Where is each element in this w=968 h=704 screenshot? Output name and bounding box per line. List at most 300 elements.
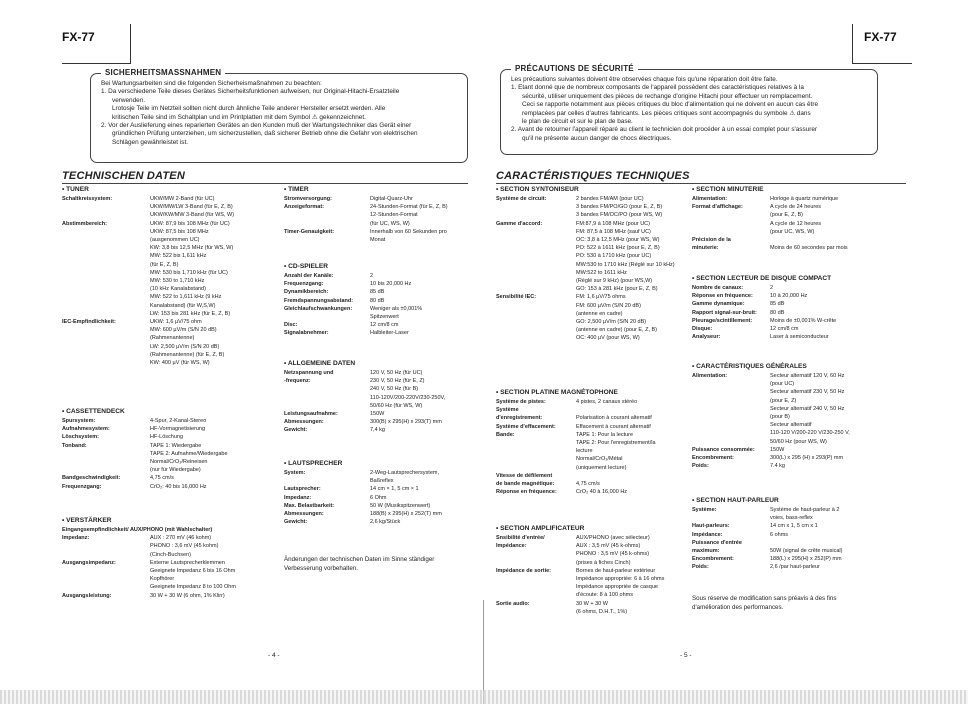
spec-row: [62, 583, 236, 591]
spec-value: 12-Stunden-Format: [370, 212, 418, 219]
spec-row: [62, 534, 236, 542]
spec-row: [62, 318, 234, 326]
cassette-specs: [62, 417, 228, 491]
spec-row: [496, 244, 675, 252]
spec-label: [496, 310, 576, 318]
spec-label: d'enregistrement:: [496, 415, 543, 422]
spec-value: 12 cm/8 cm: [770, 326, 799, 333]
header-rule: [62, 63, 130, 64]
spec-label: [496, 244, 576, 252]
spec-value: 7.4 kg: [770, 463, 785, 470]
spec-row: [692, 203, 848, 211]
spec-label: Signalabnehmer:: [284, 330, 329, 337]
spec-row: [496, 447, 656, 455]
spec-row: [692, 405, 850, 413]
spec-value: 2,6 kg/Stück: [370, 519, 401, 526]
spec-value: Digital-Quarz-Uhr: [370, 196, 413, 202]
spec-row: [496, 310, 675, 318]
spec-value: TAPE 2: Pour l'enregistrement/la: [576, 440, 656, 447]
spec-row: [692, 413, 850, 421]
spec-label: [62, 575, 150, 583]
spec-value: PO: 522 à 1611 kHz (pour E, Z, B): [576, 245, 660, 252]
spec-label: [62, 211, 150, 219]
spec-row: [284, 297, 422, 305]
spec-label: Schaltkreissystem:: [62, 196, 113, 202]
spec-label: Pleurage/scintillement:: [692, 317, 753, 324]
spec-label: Rapport signal-sur-bruit:: [692, 309, 757, 316]
spec-label: [62, 252, 150, 260]
spec-value: FM:87,9 à 108 MHz (pour UC): [576, 220, 650, 227]
spec-value: 240 V, 50 Hz (für B): [370, 386, 419, 393]
spec-label: [496, 252, 576, 260]
spec-label: [496, 261, 576, 269]
spec-row: [62, 203, 234, 211]
spec-row: [284, 228, 448, 236]
spec-label: [62, 236, 150, 244]
spec-value: (ausgenommen UC): [150, 237, 200, 244]
spec-value: (Cinch-Buchsen): [150, 551, 191, 558]
spec-value: Geeignete Impedanz 8 to 100 Ohm: [150, 584, 236, 591]
spec-value: (uniquement lecture): [576, 464, 627, 471]
spec-row: [496, 559, 664, 567]
spec-value: 80 dB: [770, 309, 785, 316]
spec-row: [62, 425, 228, 433]
spec-label: [284, 211, 370, 219]
spec-value: (für UC, WS, W): [370, 220, 410, 227]
tuner-specs: [496, 195, 675, 343]
amp-title: • SECTION AMPLIFICATEUR: [496, 525, 585, 532]
speaker-specs: [284, 469, 442, 526]
tuner-title: • SECTION SYNTONISEUR: [496, 186, 579, 193]
spec-value: 14 cm × 1, 5 cm × 1: [370, 486, 419, 493]
notice-line: Lrotosje Teile im Netzteil sollten nicht durch ähnliche Teile anderer Hersteller ersetzt werden. Alle: [112, 105, 386, 113]
spec-label: Anzeigeformat:: [284, 204, 325, 211]
spec-label: Abstimmbereich:: [62, 220, 107, 227]
spec-label: [496, 583, 576, 591]
spec-row: [62, 310, 234, 318]
spec-value: KW: 400 µV (für WS, W): [150, 360, 210, 367]
spec-label: [62, 228, 150, 236]
right-page: [484, 0, 968, 704]
spec-row: [496, 472, 656, 480]
spec-label: Stromversorgung:: [284, 196, 332, 202]
spec-value: 110-120V/200-220V/230-250V,: [370, 394, 446, 401]
spec-label: [284, 313, 370, 321]
speaker-title: • SECTION HAUT-PARLEUR: [692, 497, 779, 504]
spec-label: [62, 567, 150, 575]
spec-label: [692, 220, 770, 228]
spec-label: Abmessungen:: [284, 511, 324, 518]
amp-specs: [62, 526, 236, 600]
spec-label: [692, 514, 770, 522]
spec-label: [496, 559, 576, 567]
timer-title: • TIMER: [284, 186, 309, 193]
spec-row: [496, 203, 675, 211]
spec-label: Frequenzgang:: [62, 483, 102, 490]
spec-label: [496, 608, 576, 616]
page-fold: [483, 600, 484, 704]
spec-label: [692, 211, 770, 219]
spec-value: 30 W + 30 W: [576, 600, 608, 607]
spec-value: 12 cm/8 cm: [370, 322, 399, 329]
spec-label: Système: [496, 407, 519, 414]
spec-value: 4,75 cm/s: [576, 481, 600, 488]
spec-row: [496, 220, 675, 228]
speaker-specs: [692, 506, 842, 572]
spec-label: Impédance:: [496, 543, 527, 550]
spec-row: [284, 426, 445, 434]
spec-row: [692, 300, 836, 308]
spec-label: [62, 450, 150, 458]
spec-row: [496, 591, 664, 599]
heading-rule: [496, 183, 906, 184]
spec-row: [496, 542, 664, 550]
model-label: FX-77: [62, 30, 95, 44]
spec-row: [284, 211, 448, 219]
spec-value: AUX/PHONO (avec sélecteur): [576, 535, 650, 541]
spec-label: de bande magnétique:: [496, 481, 555, 488]
spec-label: [62, 583, 150, 591]
spec-label: Alimentation:: [692, 373, 728, 379]
spec-row: [62, 483, 228, 491]
spec-row: [284, 394, 445, 402]
spec-label: [496, 203, 576, 211]
spec-row: [62, 575, 236, 583]
spec-value: 110-120 V/200-220 V/230-250 V,: [770, 430, 850, 437]
spec-label: [496, 334, 576, 342]
spec-value: Secteur alternatif 240 V, 50 Hz: [770, 405, 845, 412]
spec-label: [692, 429, 770, 437]
spec-label: Gleichlaufschwankungen:: [284, 305, 353, 312]
spec-value: UKW: 87,9 bis 108 MHz (für UC): [150, 220, 230, 227]
spec-row: [692, 446, 850, 454]
spec-value: FM: 87,5 à 108 MHz (sauf UC): [576, 228, 651, 235]
spec-row: [62, 592, 236, 600]
spec-row: [692, 531, 842, 539]
spec-value: Normal/CrO₂/Métal: [576, 456, 623, 463]
spec-label: [692, 388, 770, 396]
spec-label: [496, 302, 576, 310]
spec-value: 2 bandes FM/AM (pour UC): [576, 196, 644, 202]
spec-label: Encombrement:: [692, 455, 734, 462]
spec-value: (6 ohms, D.H.T., 1%): [576, 608, 628, 615]
spec-row: [496, 236, 675, 244]
notice-line: Bei Wartungsarbeiten sind die folgenden Sicherheismaßnahmen zu beachten:: [101, 80, 322, 87]
general-title: • CARACTÉRISTIQUES GÉNÉRALES: [692, 363, 807, 370]
spec-value: Horloge à quartz numérique: [770, 196, 839, 202]
spec-value: (pour UC, WS, W): [770, 228, 815, 235]
spec-label: Système de pistes:: [496, 399, 546, 405]
spec-row: [284, 477, 442, 485]
safety-notice-title: PRÉCAUTIONS DE SÉCURITÉ: [511, 65, 638, 73]
spec-value: Normal/CrO₂/Reineisen: [150, 459, 208, 466]
safety-notice-title: SICHERHEITSMASSNAHMEN: [101, 69, 225, 77]
spec-label: Impedanz:: [284, 494, 312, 501]
spec-row: [496, 398, 656, 406]
spec-value: 3 bandes FM/OC/PO (pour WS, W): [576, 212, 663, 219]
deck-specs: [496, 398, 656, 496]
spec-label: Poids:: [692, 463, 709, 470]
spec-value: 85 dB: [770, 301, 785, 308]
spec-value: (nur für Wiedergabe): [150, 467, 201, 474]
spec-label: Leistungsaufnahme:: [284, 411, 338, 418]
spec-label: Abmessungen:: [284, 419, 324, 426]
spec-row: [62, 433, 228, 441]
spec-value: 50/60 Hz (pour WS, W): [770, 438, 827, 445]
spec-label: IEC-Empfindlichkeit:: [62, 319, 116, 326]
deck-title: • SECTION PLATINE MAGNÉTOPHONE: [496, 389, 618, 396]
spec-value: d'écoute: 8 à 100 ohms: [576, 592, 634, 599]
spec-value: 2,6 /par haut-parleur: [770, 564, 820, 571]
spec-value: (10 kHz Kanalabstand): [150, 286, 206, 293]
section-heading: TECHNISCHEN DATEN: [62, 170, 185, 182]
spec-value: UKW/MW 2-Band (für UC): [150, 196, 215, 202]
spec-value: GO: 2,500 µV/m (S/N 20 dB): [576, 319, 647, 326]
spec-row: [692, 563, 842, 571]
spec-row: [62, 343, 234, 351]
spec-label: [62, 277, 150, 285]
spec-value: 6 Ohm: [370, 494, 387, 501]
spec-row: [692, 284, 836, 292]
spec-row: [496, 488, 656, 496]
spec-row: [62, 261, 234, 269]
spec-value: MW:522 to 1611 kHz: [576, 269, 627, 276]
spec-row: [62, 285, 234, 293]
notice-line: gründlichen Prüfung unterziehen, um sicherzustellen, daß sicherer Betrieb ohne die Gefahr von elektrischen: [112, 130, 418, 138]
spec-value: Impédance appropriée de casque: [576, 584, 658, 591]
spec-row: [284, 377, 445, 385]
spec-row: [496, 195, 675, 203]
spec-label: Impedanz:: [62, 535, 90, 542]
notice-line: remplacées par celles d'autres fabricants. Les pièces critiques sont accompagnés du symbole ⚠ dans: [522, 109, 811, 117]
spec-row: [692, 292, 836, 300]
spec-row: [284, 272, 422, 280]
spec-row: [496, 252, 675, 260]
spec-label: [496, 550, 576, 558]
spec-value: 150W: [770, 446, 785, 453]
spec-row: [284, 494, 442, 502]
spec-label: [62, 261, 150, 269]
spec-label: [496, 439, 576, 447]
spec-value: UKW/KW/MW 3-Band (für WS, W): [150, 212, 235, 219]
spec-row: [62, 417, 228, 425]
spec-label: Précision de la: [692, 237, 731, 244]
spec-label: Impédance:: [692, 531, 723, 538]
spec-value: 4-Spur, 2-Kanal-Stereo: [150, 418, 207, 424]
spec-value: FM: 600 µV/m (S/N 20 dB): [576, 302, 641, 309]
spec-row: [284, 305, 422, 313]
spec-label: [692, 228, 770, 236]
spec-label: [284, 220, 370, 228]
spec-label: [62, 293, 150, 301]
amp-specs: [496, 534, 664, 616]
spec-value: Kanalabstand) (für W,S,W): [150, 302, 216, 309]
spec-value: CrO₂: 40 bis 16,000 Hz: [150, 483, 207, 490]
spec-label: Ausgangsleistung:: [62, 592, 112, 599]
spec-label: Vitesse de défilement: [496, 472, 553, 479]
spec-value: 50/60 Hz (für WS, W): [370, 402, 423, 409]
spec-value: (prises à fiches Cinch): [576, 559, 631, 566]
spec-label: Tonband:: [62, 442, 87, 449]
spec-label: [496, 326, 576, 334]
spec-label: Disc:: [284, 322, 298, 329]
notice-line: sécurité, utiliser uniquement des pièces de rechange d'origine Hitachi pour effectuer un remplacement.: [522, 92, 813, 100]
spec-row: [496, 608, 664, 616]
spec-label: Max. Belastbarkeit:: [284, 502, 335, 509]
safety-notice-box: [500, 64, 878, 155]
spec-label: Lautsprecher:: [284, 486, 321, 493]
spec-label: [284, 385, 370, 393]
spec-value: Weniger als ±0,001%: [370, 305, 423, 312]
spec-value: Moins de 60 secondes par mois: [770, 245, 848, 252]
tuner-title: • TUNER: [62, 186, 89, 193]
spec-label: Analyseur:: [692, 334, 721, 341]
spec-label: [496, 228, 576, 236]
spec-row: [284, 485, 442, 493]
spec-value: 3 bandes FM/PO/GO (pour E, Z, B): [576, 204, 663, 211]
spec-value: (antenne en cadre): [576, 310, 623, 317]
spec-label: maximum:: [692, 548, 720, 555]
spec-value: 50 W (Musikspitzenwert): [370, 502, 431, 509]
spec-label: Bandgeschwindigkeit:: [62, 475, 121, 482]
notice-line: 1. Da verschiedene Teile dieses Gerätes Sicherheitsfunktionen aufweisen, nur Original-Hitachi-Ersatzteile: [101, 88, 400, 96]
spec-row: [692, 421, 850, 429]
spec-row: [496, 583, 664, 591]
spec-label: [496, 455, 576, 463]
spec-row: [62, 526, 236, 534]
spec-label: [62, 244, 150, 252]
spec-row: [62, 450, 228, 458]
spec-label: [62, 466, 150, 474]
spec-label: Sortie audio:: [496, 600, 530, 607]
spec-row: [692, 333, 836, 341]
spec-label: Gewicht:: [284, 519, 308, 526]
spec-value: GO: 153 à 281 kHz (pour E, Z, B): [576, 286, 658, 293]
spec-row: [62, 351, 234, 359]
spec-row: [692, 438, 850, 446]
spec-label: -frequenz:: [284, 378, 311, 385]
spec-row: [496, 406, 656, 414]
spec-row: [496, 326, 675, 334]
spec-value: 300(L) x 295 (H) x 293(P) mm: [770, 455, 844, 462]
notice-line: Schlägen gewährleistet ist.: [112, 138, 189, 146]
header-rule: [130, 24, 131, 64]
general-title: • ALLGEMEINE DATEN: [284, 360, 356, 367]
spec-value: TAPE 1: Wiedergabe: [150, 442, 202, 449]
spec-label: [62, 542, 150, 550]
spec-value: LW: 153 bis 281 kHz (für E, Z, B): [150, 310, 231, 317]
spec-value: 188(B) x 295(H) x 252(T) mm: [370, 511, 442, 518]
spec-value: FM: 1,6 µV/75 ohms: [576, 294, 626, 301]
spec-value: PHONO : 3,6 mV (45 kohm): [150, 543, 219, 550]
spec-value: 14 cm x 1, 5 cm x 1: [770, 523, 818, 530]
cd-specs: [692, 284, 836, 341]
spec-label: [62, 334, 150, 342]
spec-value: Monat: [370, 237, 386, 244]
spec-value: 50W (signal de crête musical): [770, 548, 843, 555]
spec-row: [62, 211, 234, 219]
spec-row: [284, 236, 448, 244]
spec-value: MW: 530 bis 1,710 kHz (für UC): [150, 269, 228, 276]
spec-row: [496, 302, 675, 310]
spec-row: [62, 359, 234, 367]
spec-label: [62, 343, 150, 351]
spec-row: [62, 559, 236, 567]
spec-value: 6 ohms: [770, 531, 789, 538]
spec-row: [496, 550, 664, 558]
spec-label: [62, 351, 150, 359]
spec-row: [496, 575, 664, 583]
notice-line: verwenden.: [112, 96, 146, 104]
spec-value: Halbleiter-Laser: [370, 330, 409, 337]
spec-label: [692, 438, 770, 446]
spec-row: [496, 228, 675, 236]
spec-row: [284, 410, 445, 418]
spec-row: [62, 236, 234, 244]
spec-value: Système de haut-parleur à 2: [770, 507, 840, 513]
spec-row: [62, 466, 228, 474]
spec-value: 188(L) x 295(H) x 252(P) mm: [770, 556, 842, 563]
spec-label: Puissance consommée:: [692, 446, 755, 453]
spec-label: Disque:: [692, 326, 713, 333]
spec-label: [496, 318, 576, 326]
spec-label: minuterie:: [692, 245, 719, 252]
spec-row: [62, 252, 234, 260]
spec-value: (pour E, Z, B): [770, 212, 804, 219]
spec-value: TAPE 1: Pour la lecture: [576, 431, 634, 438]
spec-row: [284, 329, 422, 337]
spec-row: [62, 567, 236, 575]
spec-value: AUX : 3,5 mV (45 k-ohms): [576, 543, 641, 550]
spec-value: Impédance appropriée: 6 à 16 ohms: [576, 576, 665, 583]
speaker-title: • LAUTSPRECHER: [284, 460, 343, 467]
spec-value: 85 dB: [370, 289, 385, 296]
spec-value: 230 V, 50 Hz (für E, Z): [370, 378, 425, 385]
spec-row: [496, 480, 656, 488]
spec-value: HF-Löschung: [150, 434, 184, 441]
spec-label: [692, 421, 770, 429]
spec-label: Frequenzgang:: [284, 281, 324, 288]
spec-label: Réponse en fréquence:: [692, 293, 753, 300]
spec-value: Secteur alternatif: [770, 422, 812, 429]
spec-row: [496, 285, 675, 293]
spec-label: [62, 302, 150, 310]
safety-notice-text: [101, 80, 459, 147]
spec-value: OC: 400 µV (pour WS, W): [576, 335, 640, 342]
spec-row: [284, 195, 448, 203]
spec-value: Effacement à courant alternatif: [576, 423, 651, 430]
spec-row: [692, 397, 850, 405]
spec-value: UKW/MW/LW 3-Band (für E, Z, B): [150, 204, 233, 211]
spec-value: (antenne en cadre) (pour E, Z, B): [576, 327, 658, 334]
spec-value: A cycle de 24 heures: [770, 204, 822, 211]
spec-row: [496, 431, 656, 439]
spec-value: Polarisation à courant alternatif: [576, 415, 652, 422]
spec-row: [284, 502, 442, 510]
spec-value: (Rahmenantenne) (für E, Z, B): [150, 351, 225, 358]
spec-label: [62, 359, 150, 367]
spec-row: [692, 325, 836, 333]
notice-line: 2. Vor der Auslieferung eines reparierten Gerätes an den Kunden muß der Wartungstechniker das Gerät einer: [101, 122, 412, 130]
spec-row: [62, 542, 236, 550]
spec-label: Anzahl der Kanäle:: [284, 273, 334, 279]
spec-value: 2: [770, 285, 774, 291]
footnote: Änderungen der technischen Daten im Sinne ständiger Verbesserung vorbehalten.: [284, 556, 435, 572]
spec-row: [284, 518, 442, 526]
spec-label: [284, 394, 370, 402]
spec-row: [692, 309, 836, 317]
spec-label: Alimentation:: [692, 196, 728, 202]
